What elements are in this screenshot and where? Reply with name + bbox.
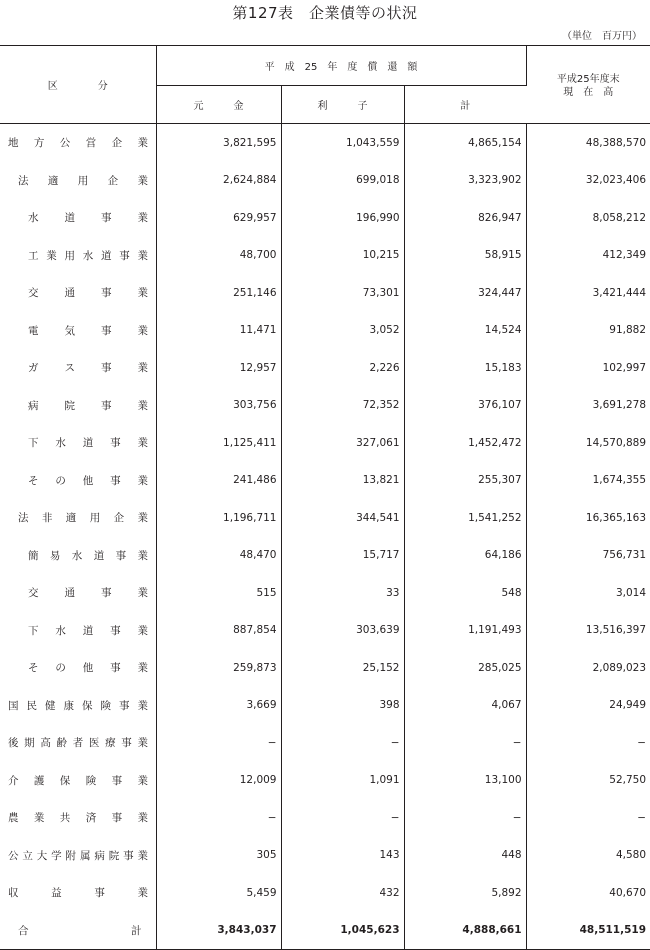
- balance-cell: 52,750: [609, 774, 647, 787]
- balance-cell: 1,674,355: [592, 474, 647, 487]
- table-row: [0, 462, 650, 500]
- total-label-right: 計: [131, 924, 142, 937]
- balance-cell: 32,023,406: [585, 174, 647, 187]
- row-label-cell: [0, 237, 156, 275]
- row-label: 水道事業: [28, 212, 148, 225]
- row-label: 電気事業: [28, 324, 148, 337]
- sum-cell: 448: [404, 837, 526, 875]
- principal-cell: 303,756: [156, 387, 281, 425]
- sum-cell: 548: [404, 574, 526, 612]
- row-label: 介護保険事業: [8, 774, 148, 787]
- sum-cell: 1,541,252: [404, 499, 526, 537]
- balance-cell: 13,516,397: [585, 624, 647, 637]
- sum-cell: 64,186: [404, 537, 526, 575]
- row-label-cell: [0, 874, 156, 912]
- table-row: [0, 349, 650, 387]
- unit-label: （単位 百万円）: [562, 31, 642, 42]
- table-row: [0, 762, 650, 800]
- header-balance: [526, 46, 650, 124]
- sum-cell: 826,947: [404, 199, 526, 237]
- balance-cell: 24,949: [609, 699, 647, 712]
- interest-cell: 432: [281, 874, 404, 912]
- header-repayment-period: 平 成 25 年 度 償 還 額: [156, 46, 526, 86]
- row-label: 簡易水道事業: [28, 549, 148, 562]
- balance-cell: 40,670: [609, 886, 647, 899]
- interest-cell: −: [281, 724, 404, 762]
- sum-cell: −: [404, 724, 526, 762]
- sum-cell: 58,915: [404, 237, 526, 275]
- balance-cell: 3,691,278: [592, 399, 647, 412]
- row-label: 交通事業: [28, 287, 148, 300]
- principal-cell: 5,459: [156, 874, 281, 912]
- interest-cell: 196,990: [281, 199, 404, 237]
- row-label: ガス事業: [28, 362, 148, 375]
- balance-cell: 756,731: [602, 549, 647, 562]
- balance-cell: 91,882: [609, 324, 647, 337]
- principal-cell: 11,471: [156, 312, 281, 350]
- header-kubun: 区 分: [0, 46, 156, 124]
- principal-cell: 12,957: [156, 349, 281, 387]
- sum-cell: −: [404, 799, 526, 837]
- interest-cell: 303,639: [281, 612, 404, 650]
- total-interest-cell: 1,045,623: [281, 912, 404, 950]
- row-label-cell: [0, 387, 156, 425]
- row-label-cell: [0, 499, 156, 537]
- balance-cell: −: [637, 811, 647, 824]
- interest-cell: 13,821: [281, 462, 404, 500]
- row-label-cell: [0, 762, 156, 800]
- total-row: [0, 912, 650, 950]
- balance-cell: 4,580: [615, 849, 647, 862]
- bond-status-table: [0, 45, 650, 950]
- row-label-cell: [0, 837, 156, 875]
- interest-cell: 72,352: [281, 387, 404, 425]
- principal-cell: 48,700: [156, 237, 281, 275]
- total-label-cell: [0, 912, 156, 950]
- row-label: 交通事業: [28, 587, 148, 600]
- interest-cell: 699,018: [281, 162, 404, 200]
- table-row: [0, 499, 650, 537]
- sum-cell: 4,865,154: [404, 124, 526, 162]
- table-row: [0, 724, 650, 762]
- table-row: [0, 274, 650, 312]
- principal-cell: −: [156, 724, 281, 762]
- interest-cell: 15,717: [281, 537, 404, 575]
- interest-cell: 73,301: [281, 274, 404, 312]
- principal-cell: 2,624,884: [156, 162, 281, 200]
- row-label-cell: [0, 199, 156, 237]
- row-label-cell: [0, 574, 156, 612]
- balance-cell: 102,997: [602, 361, 647, 374]
- row-label: 下水道事業: [28, 624, 148, 637]
- table-row: [0, 874, 650, 912]
- principal-cell: 251,146: [156, 274, 281, 312]
- interest-cell: 327,061: [281, 424, 404, 462]
- table-row: [0, 162, 650, 200]
- header-interest: 利 子: [281, 86, 404, 124]
- principal-cell: 3,821,595: [156, 124, 281, 162]
- row-label-cell: [0, 462, 156, 500]
- sum-cell: 324,447: [404, 274, 526, 312]
- row-label-cell: [0, 799, 156, 837]
- row-label: 下水道事業: [28, 437, 148, 450]
- table-row: [0, 574, 650, 612]
- sum-cell: 3,323,902: [404, 162, 526, 200]
- principal-cell: −: [156, 799, 281, 837]
- principal-cell: 629,957: [156, 199, 281, 237]
- table-row: [0, 687, 650, 725]
- table-row: [0, 237, 650, 275]
- principal-cell: 12,009: [156, 762, 281, 800]
- table-row: [0, 649, 650, 687]
- row-label-cell: [0, 424, 156, 462]
- principal-cell: 887,854: [156, 612, 281, 650]
- sum-cell: 4,067: [404, 687, 526, 725]
- interest-cell: 3,052: [281, 312, 404, 350]
- interest-cell: 143: [281, 837, 404, 875]
- table-row: [0, 612, 650, 650]
- balance-cell: −: [637, 736, 647, 749]
- row-label: 後期高齢者医療事業: [8, 737, 148, 750]
- principal-cell: 48,470: [156, 537, 281, 575]
- total-label-left: 合: [18, 924, 29, 937]
- principal-cell: 3,669: [156, 687, 281, 725]
- header-balance-line2: 現 在 高: [563, 86, 614, 98]
- table-row: [0, 537, 650, 575]
- interest-cell: 10,215: [281, 237, 404, 275]
- sum-cell: 15,183: [404, 349, 526, 387]
- row-label: 工業用水道事業: [28, 249, 148, 262]
- principal-cell: 259,873: [156, 649, 281, 687]
- table-row: [0, 124, 650, 162]
- principal-cell: 1,196,711: [156, 499, 281, 537]
- row-label: 法適用企業: [18, 174, 148, 187]
- table-row: [0, 799, 650, 837]
- row-label-cell: [0, 687, 156, 725]
- balance-cell: 3,421,444: [592, 286, 647, 299]
- row-label-cell: [0, 312, 156, 350]
- row-label-cell: [0, 274, 156, 312]
- principal-cell: 515: [156, 574, 281, 612]
- principal-cell: 305: [156, 837, 281, 875]
- sum-cell: 13,100: [404, 762, 526, 800]
- row-label-cell: [0, 124, 156, 162]
- table-row: [0, 387, 650, 425]
- table-row: [0, 312, 650, 350]
- balance-cell: 48,388,570: [585, 136, 647, 149]
- balance-cell: 8,058,212: [592, 211, 647, 224]
- header-sum: 計: [404, 86, 526, 124]
- total-balance-cell: 48,511,519: [526, 912, 650, 950]
- total-sum-cell: 4,888,661: [404, 912, 526, 950]
- sum-cell: 14,524: [404, 312, 526, 350]
- principal-cell: 241,486: [156, 462, 281, 500]
- table-row: [0, 837, 650, 875]
- balance-cell: 16,365,163: [585, 511, 647, 524]
- row-label-cell: [0, 162, 156, 200]
- balance-cell: 412,349: [602, 249, 647, 262]
- row-label: 病院事業: [28, 399, 148, 412]
- interest-cell: 25,152: [281, 649, 404, 687]
- row-label: 法非適用企業: [18, 512, 148, 525]
- row-label-cell: [0, 612, 156, 650]
- balance-cell: 14,570,889: [585, 436, 647, 449]
- balance-cell: 3,014: [615, 586, 647, 599]
- sum-cell: 5,892: [404, 874, 526, 912]
- row-label: 地方公営企業: [8, 137, 148, 150]
- row-label: 収益事業: [8, 887, 148, 900]
- balance-cell: 2,089,023: [592, 661, 647, 674]
- row-label-cell: [0, 724, 156, 762]
- sum-cell: 376,107: [404, 387, 526, 425]
- interest-cell: 1,091: [281, 762, 404, 800]
- header-balance-line1: 平成25年度末: [556, 73, 620, 85]
- interest-cell: 2,226: [281, 349, 404, 387]
- page-title: 第127表 企業債等の状況: [232, 4, 418, 22]
- interest-cell: 398: [281, 687, 404, 725]
- sum-cell: 1,452,472: [404, 424, 526, 462]
- sum-cell: 1,191,493: [404, 612, 526, 650]
- row-label: その他事業: [28, 662, 148, 675]
- row-label: その他事業: [28, 474, 148, 487]
- principal-cell: 1,125,411: [156, 424, 281, 462]
- row-label-cell: [0, 649, 156, 687]
- row-label: 公立大学附属病院事業: [8, 849, 148, 862]
- row-label-cell: [0, 349, 156, 387]
- interest-cell: 1,043,559: [281, 124, 404, 162]
- table-body: [0, 124, 650, 950]
- sum-cell: 285,025: [404, 649, 526, 687]
- table-row: [0, 199, 650, 237]
- row-label: 国民健康保険事業: [8, 699, 148, 712]
- total-principal-cell: 3,843,037: [156, 912, 281, 950]
- row-label-cell: [0, 537, 156, 575]
- interest-cell: 33: [281, 574, 404, 612]
- interest-cell: −: [281, 799, 404, 837]
- sum-cell: 255,307: [404, 462, 526, 500]
- interest-cell: 344,541: [281, 499, 404, 537]
- row-label: 農業共済事業: [8, 812, 148, 825]
- table-row: [0, 424, 650, 462]
- header-principal: 元 金: [156, 86, 281, 124]
